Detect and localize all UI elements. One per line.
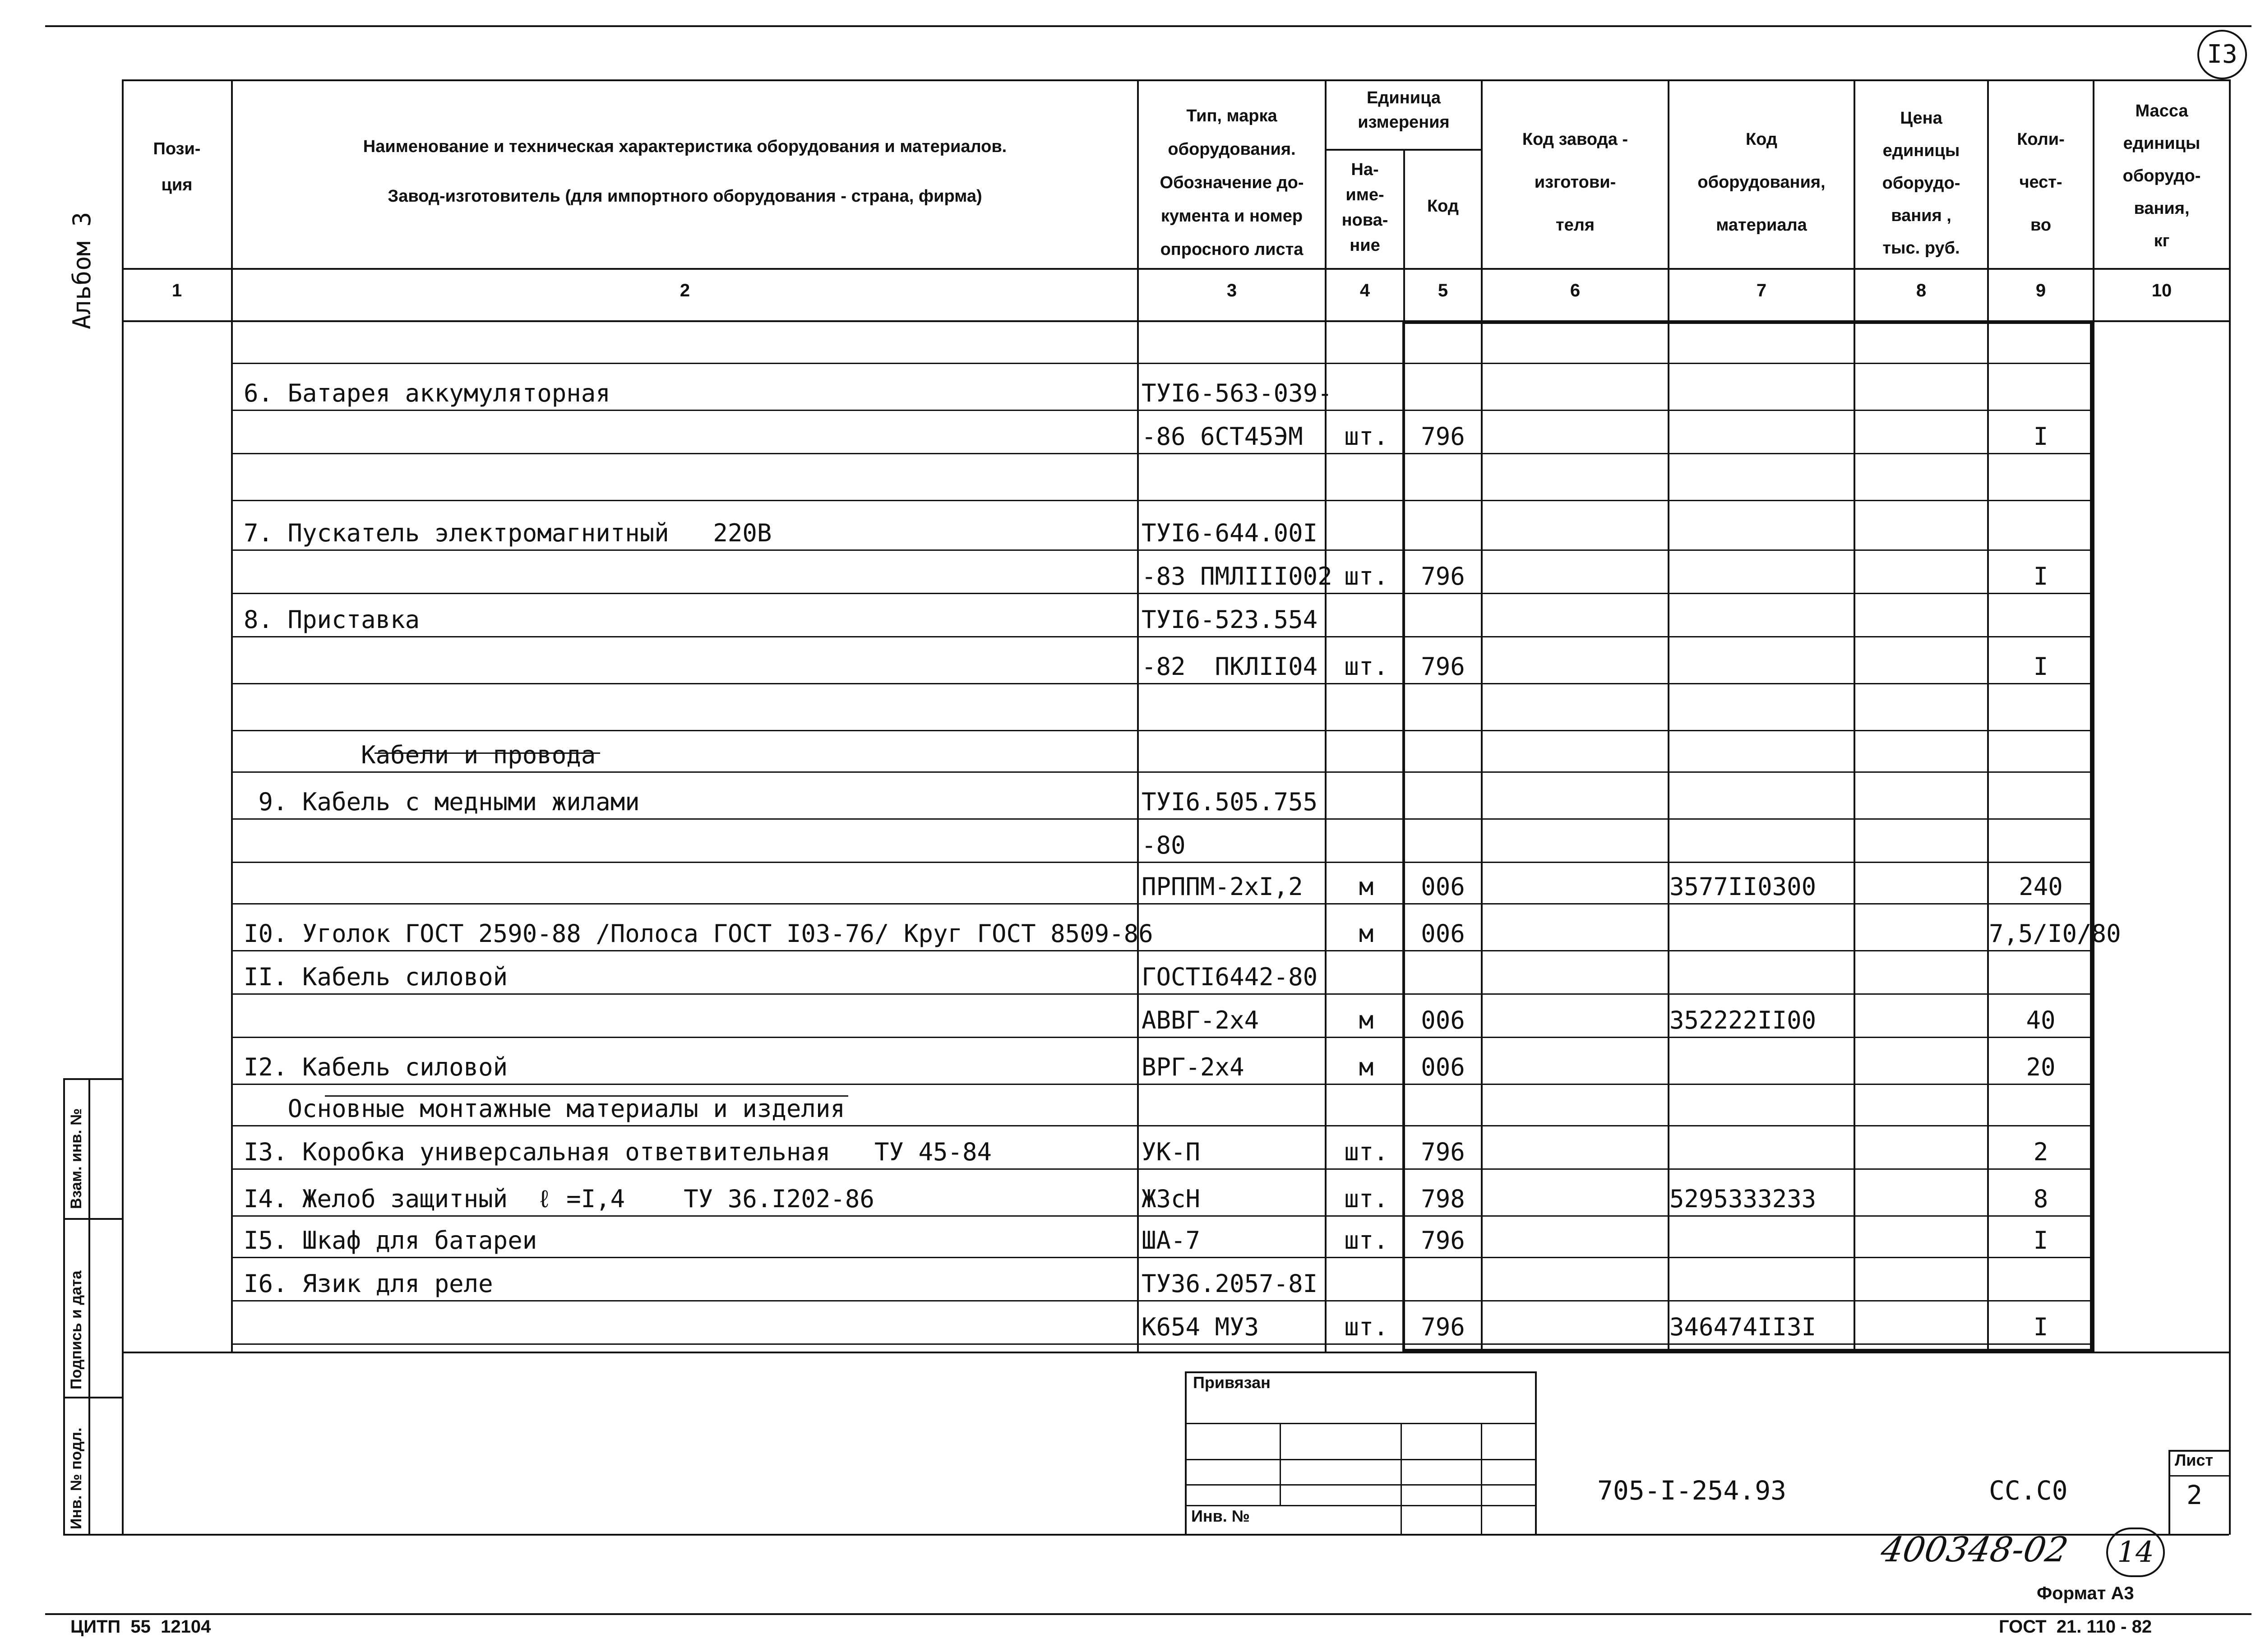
cell-type: ША-7 xyxy=(1142,1226,1201,1255)
cell-type: -80 xyxy=(1142,831,1186,859)
cell-qty: 7,5/I0/80 xyxy=(1989,919,2121,948)
table-row xyxy=(0,993,2256,1037)
colnum-8: 8 xyxy=(1916,281,1927,300)
cell-type: ПРППМ-2хI,2 xyxy=(1142,872,1303,901)
cell-code: 798 xyxy=(1421,1185,1465,1213)
cell-code: 796 xyxy=(1421,422,1465,451)
table-row xyxy=(0,1037,2256,1084)
doc-code: СС.С0 xyxy=(1989,1475,2068,1506)
table-row xyxy=(0,1300,2256,1343)
cell-unit: шт. xyxy=(1344,652,1388,681)
cell-name: I6. Язик для реле xyxy=(244,1269,493,1298)
cell-unit: шт. xyxy=(1344,1138,1388,1166)
cell-name: 8. Приставка xyxy=(244,605,420,634)
table-row xyxy=(0,771,2256,818)
cell-qty: I xyxy=(2033,1313,2048,1341)
footer-left: ЦИТП 55 12104 xyxy=(70,1617,211,1637)
table-row xyxy=(0,730,2256,771)
cell-code: 796 xyxy=(1421,652,1465,681)
header-col1: Пози- ция xyxy=(153,139,201,194)
table-row xyxy=(0,1257,2256,1300)
stamp-right xyxy=(1535,1371,1537,1535)
sheet-box-mid xyxy=(2168,1475,2229,1477)
strip-line-2 xyxy=(63,1397,122,1398)
cell-type: -82 ПКЛII04 xyxy=(1142,652,1318,681)
doc-number: 705-I-254.93 xyxy=(1597,1475,1787,1506)
cell-code: 796 xyxy=(1421,562,1465,591)
header-col3: Тип, марка оборудования. Обозначение до- кумента и номер опросного листа xyxy=(1160,106,1304,259)
format-label: Формат А3 xyxy=(2037,1583,2134,1603)
cell-type: К654 МУЗ xyxy=(1142,1313,1259,1341)
cell-qty: 2 xyxy=(2033,1138,2048,1166)
cell-qty: I xyxy=(2033,652,2048,681)
stamp-col-3 xyxy=(1481,1423,1482,1535)
stamp-row-1 xyxy=(1185,1423,1535,1424)
cell-name: I0. Уголок ГОСТ 2590-88 /Полоса ГОСТ I03-76/ Круг ГОСТ 8509-86 xyxy=(244,919,1153,948)
cell-code: 006 xyxy=(1421,1053,1465,1081)
stamp-col-2 xyxy=(1401,1423,1402,1535)
cell-qty: I xyxy=(2033,562,2048,591)
album-label: Альбом 3 xyxy=(68,212,96,329)
sheet-label: Лист xyxy=(2175,1451,2214,1469)
header-col10: Масса единицы оборудо- вания, кг xyxy=(2122,102,2201,250)
cell-unit: шт. xyxy=(1344,1185,1388,1213)
cell-type: ЖЗсН xyxy=(1142,1185,1201,1213)
heading-underline-1 xyxy=(374,752,600,754)
header-col2: Наименование и техническая характеристика оборудования и материалов. Завод-изготовитель (для импортного оборудования - страна, фирма) xyxy=(363,137,1007,206)
table-row xyxy=(0,636,2256,683)
cell-type: -86 6СТ45ЭМ xyxy=(1142,422,1303,451)
cell-code: 796 xyxy=(1421,1313,1465,1341)
cell-type: ТУI6-563-039- xyxy=(1142,379,1332,407)
top-border xyxy=(45,25,2251,27)
header-col4: На- име- нова- ние xyxy=(1341,160,1388,255)
handwritten-number: 400348-02 xyxy=(1878,1529,2071,1569)
colnum-6: 6 xyxy=(1570,281,1581,300)
cell-name: I3. Коробка универсальная ответвительная ТУ 45-84 xyxy=(244,1138,992,1166)
cell-type: ТУI6-523.554 xyxy=(1142,605,1318,634)
colnum-9: 9 xyxy=(2035,281,2046,300)
table-row xyxy=(0,410,2256,453)
cell-name: 7. Пускатель электромагнитный 220В xyxy=(244,519,772,547)
cell-qty: 240 xyxy=(2019,872,2063,901)
footer-line xyxy=(45,1613,2251,1615)
header-bottom xyxy=(122,268,2229,270)
table-row xyxy=(0,500,2256,549)
cell-material: 352222II00 xyxy=(1669,1006,1817,1034)
sheet-badge xyxy=(2197,30,2247,79)
cell-unit: м xyxy=(1359,1053,1374,1081)
table-row xyxy=(0,549,2256,593)
circled-number-text: 14 xyxy=(2117,1536,2154,1569)
table-row xyxy=(0,593,2256,636)
colnum-3: 3 xyxy=(1226,281,1237,300)
cell-type: УК-П xyxy=(1142,1138,1201,1166)
cell-qty: I xyxy=(2033,1226,2048,1255)
cell-name: I4. Желоб защитный ℓ =I,4 ТУ 36.I202-86 xyxy=(244,1185,874,1213)
table-row xyxy=(0,1125,2256,1168)
cell-qty: 8 xyxy=(2033,1185,2048,1213)
table-row xyxy=(0,1215,2256,1257)
header-col6: Код завода - изготови- теля xyxy=(1522,130,1628,235)
stamp-left xyxy=(1185,1371,1187,1535)
cell-type: АВВГ-2х4 xyxy=(1142,1006,1259,1034)
strip-label-inv: Инв. № подл. xyxy=(68,1427,85,1529)
stamp-row-2 xyxy=(1185,1459,1535,1460)
colnum-2: 2 xyxy=(680,281,690,300)
stamp-col-1 xyxy=(1280,1423,1281,1505)
cell-type: ВРГ-2х4 xyxy=(1142,1053,1244,1081)
cell-type: ТУI6.505.755 xyxy=(1142,788,1318,816)
cell-name: 6. Батарея аккумуляторная xyxy=(244,379,610,407)
colnum-5: 5 xyxy=(1438,281,1448,300)
colnum-10: 10 xyxy=(2151,281,2172,300)
strip-line-1 xyxy=(63,1218,122,1220)
cell-code: 006 xyxy=(1421,919,1465,948)
stamp-row-3 xyxy=(1185,1484,1535,1486)
header-col7: Код оборудования, материала xyxy=(1697,130,1826,235)
cell-code: 006 xyxy=(1421,1006,1465,1034)
header-col9: Коли- чест- во xyxy=(2017,130,2065,235)
cell-name: II. Кабель силовой xyxy=(244,963,508,991)
table-row xyxy=(0,321,2256,363)
table-row xyxy=(0,1343,2256,1387)
table-row xyxy=(0,862,2256,903)
table-row xyxy=(0,950,2256,993)
cell-unit: шт. xyxy=(1344,1226,1388,1255)
heading-underline-2 xyxy=(325,1095,848,1097)
cell-type: ГОСТI6442-80 xyxy=(1142,963,1318,991)
strip-label-podpis: Подпись и дата xyxy=(68,1270,85,1389)
table-row xyxy=(0,903,2256,950)
table-row xyxy=(0,818,2256,862)
cell-code: 796 xyxy=(1421,1138,1465,1166)
cell-unit: м xyxy=(1359,1006,1374,1034)
cell-unit: м xyxy=(1359,872,1374,901)
footer-right: ГОСТ 21. 110 - 82 xyxy=(1999,1617,2152,1637)
table-row xyxy=(0,683,2256,730)
strip-label-vzam: Взам. инв. № xyxy=(68,1108,85,1209)
cell-type: ТУI6-644.00I xyxy=(1142,519,1318,547)
sheet-box-left xyxy=(2168,1450,2170,1535)
header-col8: Цена единицы оборудо- вания , тыс. руб. xyxy=(1882,109,1960,258)
cell-unit: шт. xyxy=(1344,562,1388,591)
table-row xyxy=(0,1168,2256,1215)
strip-left xyxy=(63,1078,65,1535)
sheet-badge-text: I3 xyxy=(2207,40,2238,69)
stamp-row-4 xyxy=(1185,1505,1535,1506)
cell-material: 346474II3I xyxy=(1669,1313,1817,1341)
cell-code: 006 xyxy=(1421,872,1465,901)
cell-code: 796 xyxy=(1421,1226,1465,1255)
cell-type: ТУ36.2057-8I xyxy=(1142,1269,1318,1298)
colnum-7: 7 xyxy=(1756,281,1767,300)
colnum-1: 1 xyxy=(171,281,182,300)
cell-name: Кабели и провода xyxy=(244,741,596,769)
strip-top xyxy=(63,1078,122,1080)
cell-unit: шт. xyxy=(1344,1313,1388,1341)
frame-top xyxy=(122,79,2229,81)
cell-type: -83 ПМЛIII002 xyxy=(1142,562,1332,591)
circled-number xyxy=(2106,1527,2165,1577)
cell-material: 3577II0300 xyxy=(1669,872,1817,901)
cell-name: I5. Шкаф для батареи xyxy=(244,1226,537,1255)
table-row xyxy=(0,453,2256,500)
stamp-inv-no: Инв. № xyxy=(1191,1507,1250,1525)
cell-unit: шт. xyxy=(1344,422,1388,451)
unit-group-line xyxy=(1325,149,1481,151)
header-unit-group: Единица измерения xyxy=(1358,88,1450,132)
cell-unit: м xyxy=(1359,919,1374,948)
stamp-privyazan: Привязан xyxy=(1193,1373,1271,1392)
cell-qty: 20 xyxy=(2026,1053,2056,1081)
cell-name: Основные монтажные материалы и изделия xyxy=(244,1094,845,1123)
header-col5: Код xyxy=(1427,197,1459,216)
table-row xyxy=(0,1084,2256,1125)
cell-name: 9. Кабель с медными жилами xyxy=(244,788,640,816)
cell-material: 5295333233 xyxy=(1669,1185,1817,1213)
cell-qty: I xyxy=(2033,422,2048,451)
colnum-4: 4 xyxy=(1359,281,1370,300)
strip-mid xyxy=(88,1078,90,1535)
cell-qty: 40 xyxy=(2026,1006,2056,1034)
cell-name: I2. Кабель силовой xyxy=(244,1053,508,1081)
table-row xyxy=(0,363,2256,410)
sheet-no: 2 xyxy=(2187,1480,2202,1510)
